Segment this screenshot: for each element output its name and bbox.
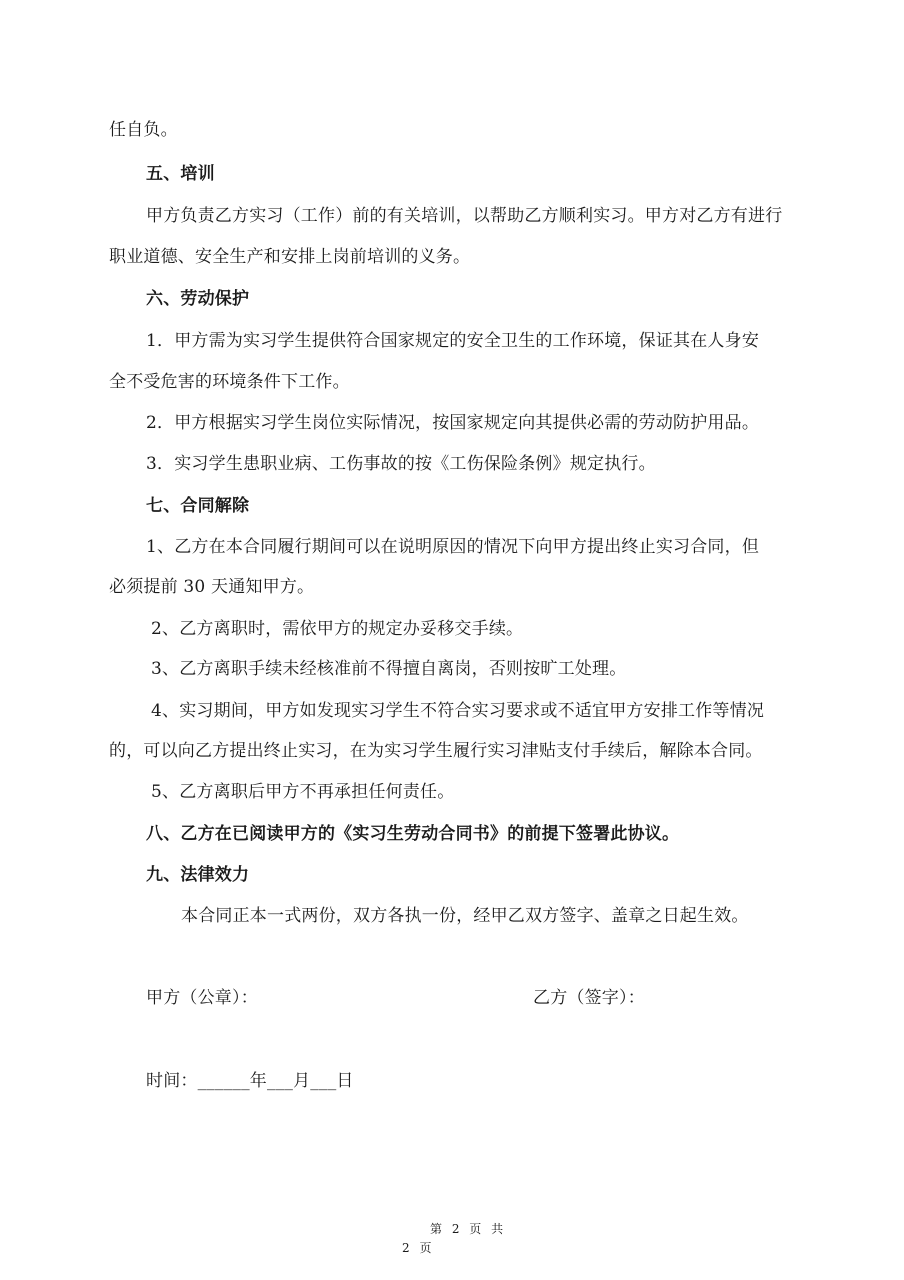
section-5-title: 五、培训 xyxy=(146,164,215,184)
section-5-para-line-1: 甲方负责乙方实习（工作）前的有关培训，以帮助乙方顺利实习。甲方对乙方有进行 xyxy=(146,206,783,226)
section-7-item-5: 5、乙方离职后甲方不再承担任何责任。 xyxy=(151,782,455,802)
section-8-title: 八、乙方在已阅读甲方的《实习生劳动合同书》的前提下签署此协议。 xyxy=(146,824,680,844)
section-7-item-4-line-2: 的，可以向乙方提出终止实习，在为实习学生履行实习津贴支付手续后，解除本合同。 xyxy=(109,741,763,761)
section-7-item-1-line-2: 必须提前 30 天通知甲方。 xyxy=(109,577,315,597)
section-6-item-3: 3．实习学生患职业病、工伤事故的按《工伤保险条例》规定执行。 xyxy=(146,454,656,474)
section-7-title: 七、合同解除 xyxy=(146,496,250,516)
section-7-item-1-line-1: 1、乙方在本合同履行期间可以在说明原因的情况下向甲方提出终止实习合同，但 xyxy=(146,537,760,557)
section-7-item-3: 3、乙方离职手续未经核准前不得擅自离岗，否则按旷工处理。 xyxy=(151,659,627,679)
section-9-para: 本合同正本一式两份，双方各执一份，经甲乙双方签字、盖章之日起生效。 xyxy=(181,906,749,926)
section-6-item-2: 2．甲方根据实习学生岗位实际情况，按国家规定向其提供必需的劳动防护用品。 xyxy=(146,413,760,433)
date-field: 时间：______年___月___日 xyxy=(146,1071,354,1091)
page-footer-line-1: 第 2 页 共 xyxy=(430,1222,507,1236)
section-6-item-1-line-1: 1．甲方需为实习学生提供符合国家规定的安全卫生的工作环境，保证其在人身安 xyxy=(146,331,760,351)
section-6-title: 六、劳动保护 xyxy=(146,289,250,309)
section-7-item-4-line-1: 4、实习期间，甲方如发现实习学生不符合实习要求或不适宜甲方安排工作等情况 xyxy=(151,701,765,721)
page-footer-line-2: 2 页 xyxy=(402,1241,435,1255)
continuation-text: 任自负。 xyxy=(109,120,178,140)
party-b-signature-label: 乙方（签字）： xyxy=(533,988,645,1008)
section-5-para-line-2: 职业道德、安全生产和安排上岗前培训的义务。 xyxy=(109,247,471,267)
section-6-item-1-line-2: 全不受危害的环境条件下工作。 xyxy=(109,372,350,392)
section-7-item-2: 2、乙方离职时，需依甲方的规定办妥移交手续。 xyxy=(151,619,524,639)
section-9-title: 九、法律效力 xyxy=(146,865,250,885)
party-a-signature-label: 甲方（公章）： xyxy=(146,988,258,1008)
